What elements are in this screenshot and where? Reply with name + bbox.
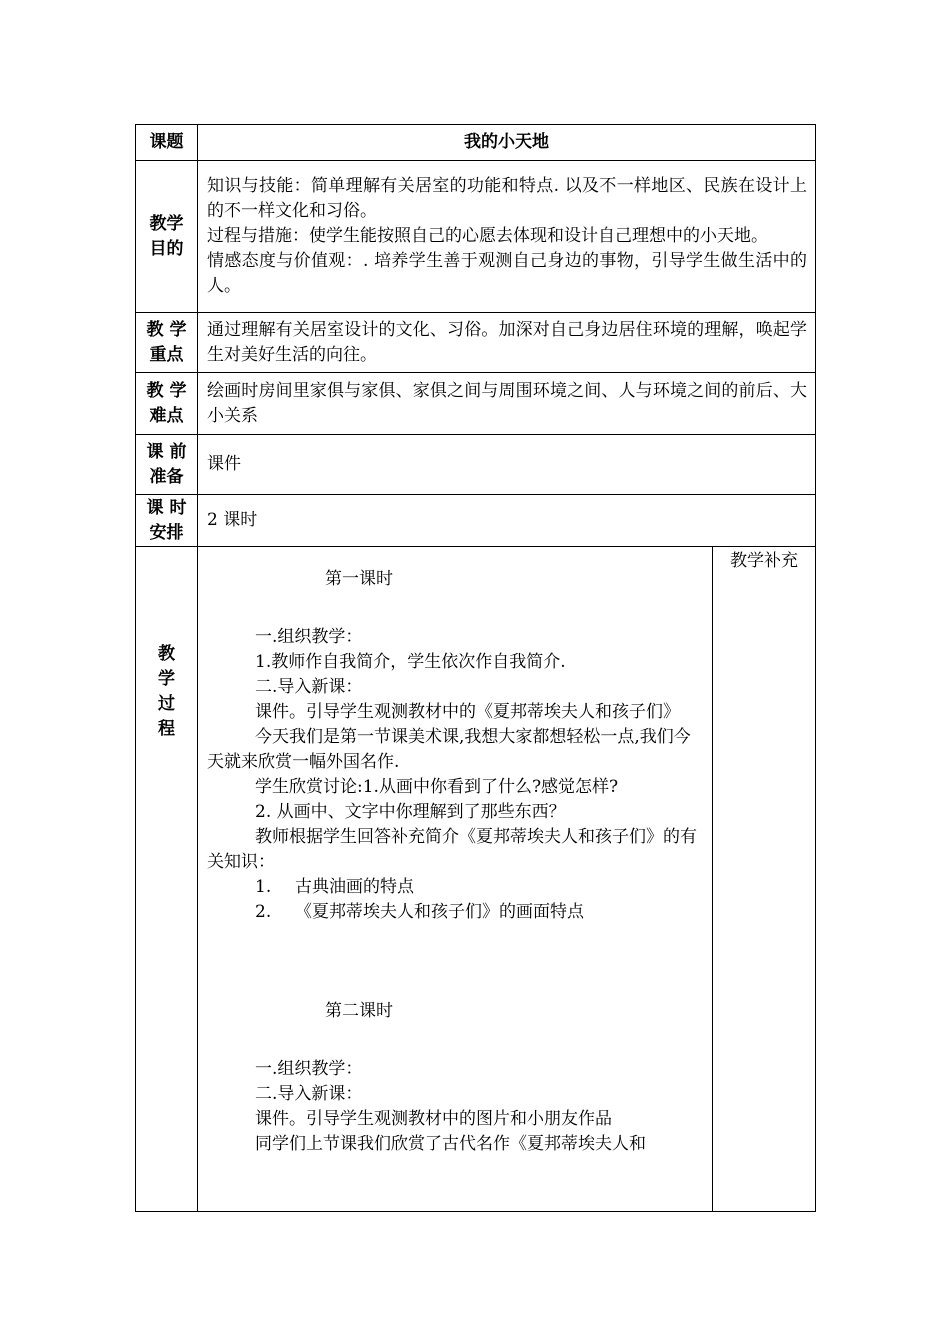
key-label: 教 学 重点	[136, 313, 198, 373]
goal-label: 教学 目的	[136, 161, 198, 313]
process-content	[198, 547, 713, 1212]
difficult-label: 教 学 难点	[136, 373, 198, 435]
topic-label: 课题	[136, 125, 198, 161]
list-item-1: 1. 古典油画的特点	[255, 877, 414, 897]
lesson1-para3: 学生欣赏讨论:1.从画中你看到了什么?感觉怎样?	[255, 777, 619, 797]
lesson2-step2: 二.导入新课：	[255, 1084, 363, 1104]
goal-attitude: 情感态度与价值观：. 培养学生善于观测自己身边的事物，引导学生做生活中的人。	[207, 251, 807, 296]
goal-knowledge: 知识与技能：简单理解有关居室的功能和特点. 以及不一样地区、民族在设计上的不一样文化和习俗。	[207, 176, 807, 221]
difficult-content: 绘画时房间里家俱与家俱、家俱之间与周围环境之间、人与环境之间的前后、大小关系	[198, 373, 816, 435]
lesson2-para1: 课件。引导学生观测教材中的图片和小朋友作品	[255, 1109, 612, 1129]
supplement-column: 教学补充	[713, 547, 816, 1212]
row-schedule	[136, 495, 816, 547]
lesson1-step2: 二.导入新课：	[255, 677, 363, 697]
goal-content	[198, 161, 816, 313]
goal-process: 过程与措施：使学生能按照自己的心愿去体现和设计自己理想中的小天地。	[207, 226, 768, 246]
row-topic	[136, 125, 816, 161]
row-goals	[136, 161, 816, 313]
lesson-plan-table	[135, 124, 816, 1212]
row-prep	[136, 435, 816, 495]
process-label: 教 学 过 程	[136, 547, 198, 1212]
schedule-label: 课 时 安排	[136, 495, 198, 547]
lesson2-para2: 同学们上节课我们欣赏了古代名作《夏邦蒂埃夫人和	[255, 1134, 646, 1154]
list-item-2: 2. 《夏邦蒂埃夫人和孩子们》的画面特点	[255, 902, 584, 922]
prep-label: 课 前 准备	[136, 435, 198, 495]
prep-content: 课件	[198, 435, 816, 495]
lesson1-para5: 教师根据学生回答补充简介《夏邦蒂埃夫人和孩子们》的有关知识：	[207, 827, 697, 872]
lesson2-title: 第二课时	[325, 1001, 393, 1021]
lesson1-para2: 今天我们是第一节课美术课,我想大家都想轻松一点,我们今天就来欣赏一幅外国名作.	[207, 727, 691, 772]
row-key	[136, 313, 816, 373]
lesson2-step1: 一.组织教学：	[255, 1059, 363, 1079]
topic-value: 我的小天地	[198, 125, 816, 161]
lesson1-para1: 课件。引导学生观测教材中的《夏邦蒂埃夫人和孩子们》	[255, 702, 680, 722]
key-content: 通过理解有关居室设计的文化、习俗。加深对自己身边居住环境的理解，唤起学生对美好生活的向往。	[198, 313, 816, 373]
lesson1-step1-1: 1.教师作自我简介，学生依次作自我简介.	[255, 652, 566, 672]
lesson1-step1: 一.组织教学：	[255, 627, 363, 647]
row-difficult	[136, 373, 816, 435]
lesson1-title: 第一课时	[325, 569, 393, 589]
schedule-content: 2 课时	[198, 495, 816, 547]
lesson1-para4: 2. 从画中、文字中你理解到了那些东西？	[255, 802, 566, 822]
row-process	[136, 547, 816, 1212]
